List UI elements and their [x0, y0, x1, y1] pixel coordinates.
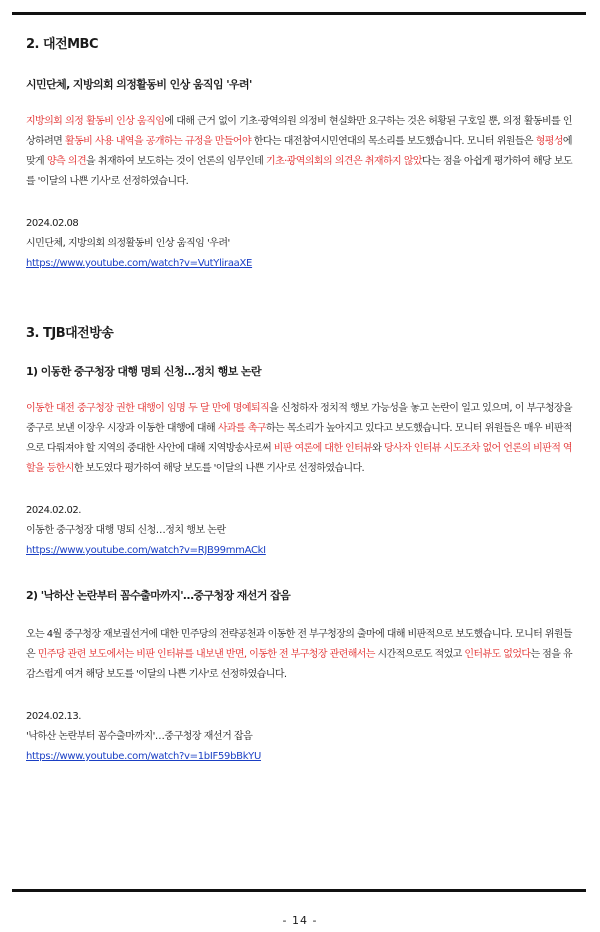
article-title: '낙하산 논란부터 꼼수출마까지'…중구청장 재선거 잡음 — [26, 731, 253, 742]
body-text: 한 보도였다 평가하여 해당 보도를 '이달의 나쁜 기사'로 선정하였습니다. — [73, 463, 365, 474]
body-text: 다는 점을 아쉽게 평가하여 해당 보도를 '이달의 나쁜 기사'로 선정하였습니다. — [26, 156, 573, 187]
body-text: 한다는 대전참여시민연대의 목소리를 보도했습니다. 모니터 위원들은 — [251, 136, 536, 147]
article-subheading: 1) 이동한 중구청장 대행 명퇴 신청…정치 행보 논란 — [26, 365, 261, 378]
highlighted-text: 양측 의견 — [46, 156, 87, 167]
article-link[interactable]: https://www.youtube.com/watch?v=RJB99mmACkI — [26, 545, 266, 556]
article-date: 2024.02.13. — [26, 711, 81, 722]
article-paragraph — [26, 625, 572, 685]
body-text: 와 — [372, 443, 384, 454]
body-text: 을 신청하자 정치적 행보 가능성을 놓고 논란이 일고 있으며, 이 부구청장을 중구로 보낸 이장우 시장과 이동한 대행에 대해 — [26, 403, 572, 434]
highlighted-text: 형평성 — [535, 136, 563, 147]
body-text: 하는 목소리가 높아지고 있다고 보도했습니다. 모니터 위원들은 매우 비판적으로 다뤄져야 할 지역의 중대한 사안에 대해 지역방송사로써 — [26, 423, 572, 454]
highlighted-text: 기초·광역의회의 의견은 취재하지 않았 — [266, 156, 423, 167]
page-number: - 14 - — [282, 914, 318, 927]
page-frame — [12, 12, 586, 892]
article-title: 이동한 중구청장 대행 명퇴 신청…정치 행보 논란 — [26, 525, 226, 536]
body-text: 에 대해 근거 없이 기초·광역의원 의정비 현실화만 요구하는 것은 허황된 구호일 뿐, 의정 활동비를 인상하려면 — [26, 116, 572, 147]
body-text: 에 맞게 — [26, 136, 572, 167]
page-content — [26, 33, 572, 767]
body-text: 을 취재하여 보도하는 것이 언론의 임무인데 — [86, 156, 267, 167]
highlighted-text: 당사자 인터뷰 시도조차 없어 언론의 비판적 역할을 등한시 — [26, 443, 572, 474]
highlighted-text: 이동한 대전 중구청장 권한 대행이 임명 두 달 만에 명예퇴직 — [26, 403, 270, 414]
section-heading-tjb: 3. TJB대전방송 — [26, 326, 114, 341]
article-paragraph — [26, 399, 572, 479]
body-text: 는 점을 유감스럽게 여겨 해당 보도를 '이달의 나쁜 기사'로 선정하였습니다. — [26, 649, 572, 680]
highlighted-text: 사과를 촉구 — [217, 423, 266, 434]
highlighted-text: 지방의회 의정 활동비 인상 움직임 — [26, 116, 165, 127]
article-title: 시민단체, 지방의회 의정활동비 인상 움직임 '우려' — [26, 238, 230, 249]
section-heading-mbc: 2. 대전MBC — [26, 37, 99, 52]
highlighted-text: 인터뷰도 없었다 — [464, 649, 531, 660]
article-date: 2024.02.02. — [26, 505, 81, 516]
highlighted-text: 비판 여론에 대한 인터뷰 — [273, 443, 373, 454]
body-text: 시간적으로도 적었고 — [374, 649, 465, 660]
body-text: 오는 4월 중구청장 재보궐선거에 대한 민주당의 전략공천과 이동한 전 부구청장의 출마에 대해 비판적으로 보도했습니다. 모니터 위원들은 — [26, 629, 572, 660]
article-date: 2024.02.08 — [26, 218, 79, 229]
highlighted-text: 민주당 관련 보도에서는 비판 인터뷰를 내보낸 반면, 이동한 전 부구청장 관련해서는 — [37, 649, 375, 660]
article-subheading: 2) '낙하산 논란부터 꼼수출마까지'…중구청장 재선거 잡음 — [26, 589, 291, 602]
highlighted-text: 활동비 사용 내역을 공개하는 규정을 만들어야 — [65, 136, 252, 147]
article-subheading: 시민단체, 지방의회 의정활동비 인상 움직임 '우려' — [26, 78, 252, 91]
article-link[interactable]: https://www.youtube.com/watch?v=1bIF59bBkYU — [26, 751, 262, 762]
article-link[interactable]: https://www.youtube.com/watch?v=VutYliraaXE — [26, 258, 253, 269]
article-paragraph — [26, 112, 572, 192]
